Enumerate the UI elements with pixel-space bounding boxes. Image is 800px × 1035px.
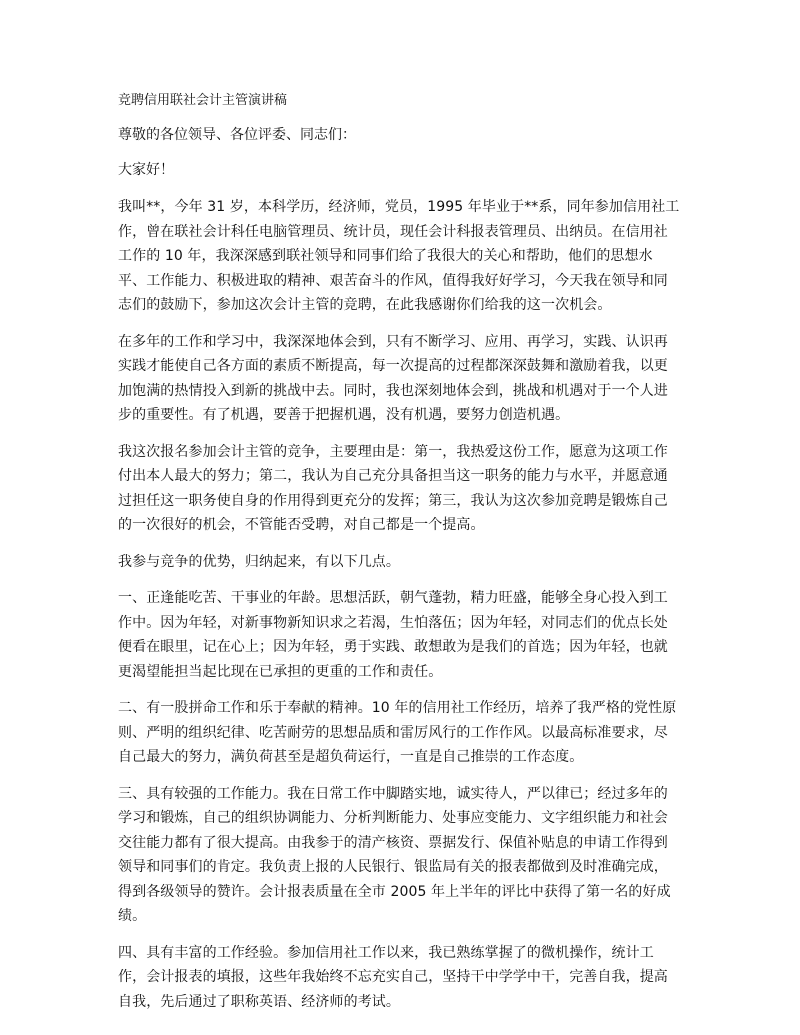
document-title: 竞聘信用联社会计主管演讲稿 (118, 93, 288, 108)
paragraph-advantage-2: 二、有一股拼命工作和乐于奉献的精神。10 年的信用社工作经历，培养了我严格的党性原则、严明的组织纪律、吃苦耐劳的思想品质和雷厉风行的工作作风。以最高标准要求，尽自己最大的努力，满负荷甚至是超负荷运行，一直是自己推崇的工作态度。 (118, 700, 677, 765)
paragraph-introduction: 我叫**，今年 31 岁，本科学历，经济师，党员，1995 年毕业于**系，同年参加信用社工作，曾在联社会计科任电脑管理员、统计员，现任会计科报表管理员、出纳员。在信用社工作的 10 年，我深深感到联社领导和同事们给了我很大的关心和帮助，他们的思想水平、工作能力、积极进取的精神、艰苦奋斗的作风，值得我好好学习，今天我在领导和同志们的鼓励下，参加这次会计主管的竞聘，在此我感谢你们给我的这一次机会。 (118, 199, 680, 313)
salutation: 尊敬的各位领导、各位评委、同志们： (118, 127, 356, 143)
paragraph-advantage-1: 一、正逢能吃苦、干事业的年龄。思想活跃，朝气蓬勃，精力旺盛，能够全身心投入到工作中。因为年轻，对新事物新知识求之若渴，生怕落伍；因为年轻，对同志们的优点长处便看在眼里，记在心上；因为年轻，勇于实践、敢想敢为是我们的首选；因为年轻，也就更渴望能担当起比现在已承担的更重的工作和责任。 (118, 590, 668, 680)
paragraph-reasons: 我这次报名参加会计主管的竞争，主要理由是：第一，我热爱这份工作，愿意为这项工作付出本人最大的努力；第二，我认为自己充分具备担当这一职务的能力与水平，并愿意通过担任这一职务使自身的作用得到更充分的发挥；第三，我认为这次参加竞聘是锻炼自己的一次很好的机会，不管能否受聘，对自己都是一个提高。 (118, 443, 668, 533)
greeting: 大家好！ (118, 162, 174, 178)
paragraph-advantage-3: 三、具有较强的工作能力。我在日常工作中脚踏实地，诚实待人，严以律已；经过多年的学习和锻炼，自己的组织协调能力、分析判断能力、处事应变能力、文字组织能力和社会交往能力都有了很大提高。由我参于的清产核资、票据发行、保值补贴息的申请工作得到领导和同事们的肯定。我负责上报的人民银行、银监局有关的报表都做到及时准确完成，得到各级领导的赞许。会计报表质量在全市 2005 年上半年的评比中获得了第一名的好成绩。 (118, 785, 671, 924)
paragraph-advantages-intro: 我参与竞争的优势，归纳起来，有以下几点。 (118, 553, 400, 570)
paragraph-advantage-4: 四、具有丰富的工作经验。参加信用社工作以来，我已熟练掌握了的微机操作，统计工作，会计报表的填报，这些年我始终不忘充实自己，坚持干中学学中干，完善自我，提高自我，先后通过了职称英语、经济师的考试。 (118, 944, 668, 1010)
document-page (118, 92, 680, 1026)
paragraph-experience: 在多年的工作和学习中，我深深地体会到，只有不断学习、应用、再学习，实践、认识再实践才能使自己各方面的素质不断提高，每一次提高的过程都深深鼓舞和激励着我，以更加饱满的热情投入到新的挑战中去。同时，我也深刻地体会到，挑战和机遇对于一个人进步的重要性。有了机遇，要善于把握机遇，没有机遇，要努力创造机遇。 (118, 333, 668, 423)
